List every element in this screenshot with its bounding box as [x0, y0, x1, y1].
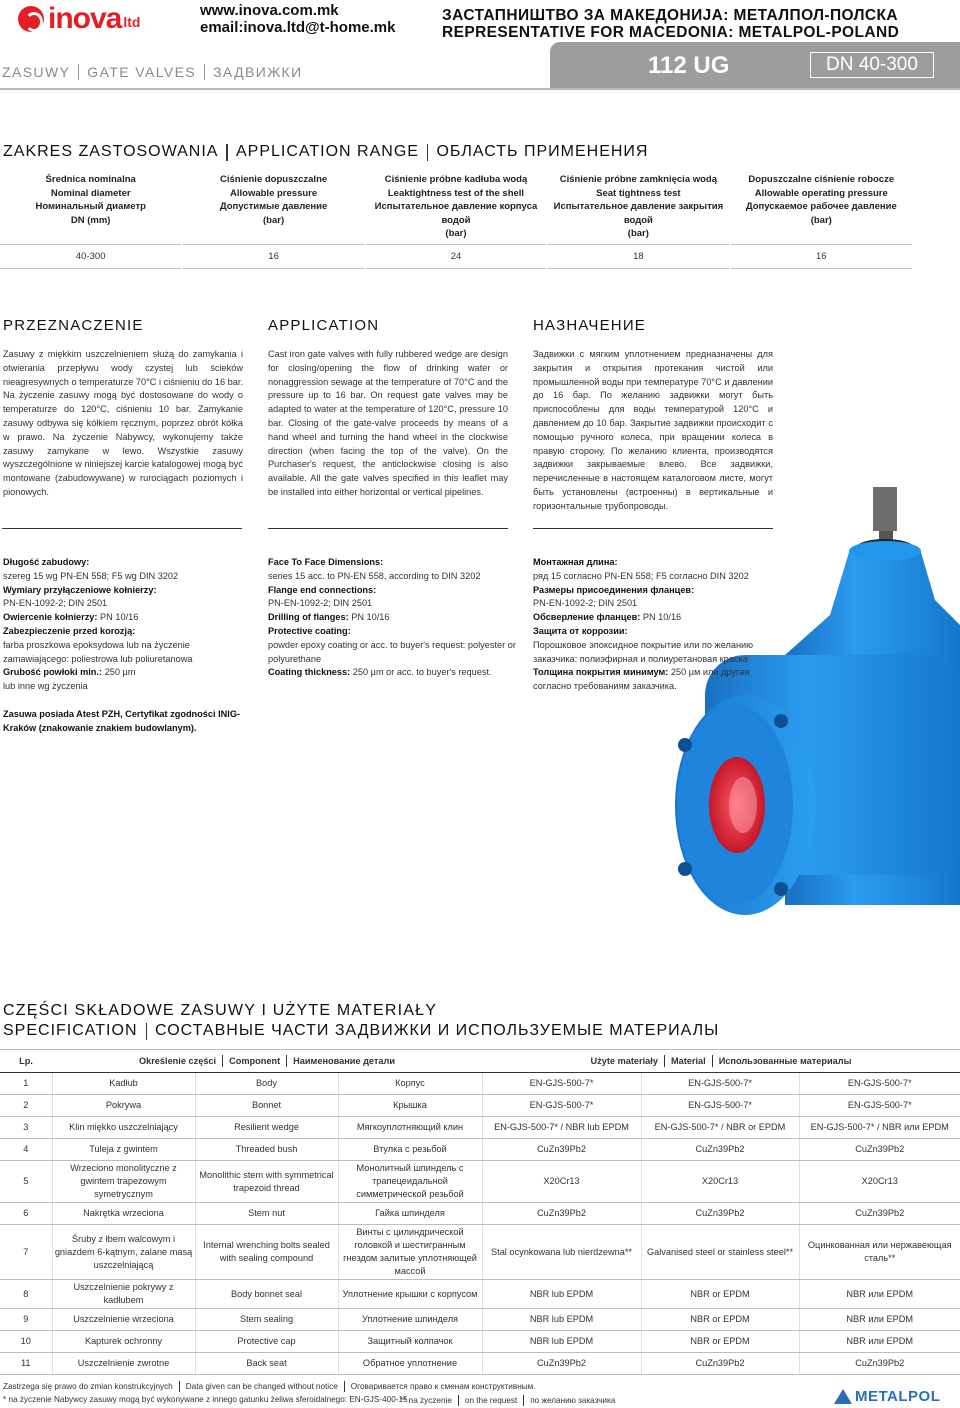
email-link[interactable]: email:inova.ltd@t-home.mk: [200, 19, 396, 36]
components-heading-en: SPECIFICATION: [3, 1022, 138, 1039]
logo-text: inova: [48, 2, 122, 35]
spec-pl-value: lub inne wg życzenia: [3, 681, 88, 692]
range-col-unit: (bar): [263, 214, 285, 226]
component-cell-lp: 5: [0, 1161, 52, 1203]
component-cell-pl: Uszczelnienie zwrotne: [52, 1353, 195, 1375]
bonnet-top: [849, 541, 921, 561]
component-row: [0, 1073, 960, 1095]
component-cell-m2: NBR or EPDM: [641, 1309, 799, 1331]
component-cell-en: Internal wrenching bolts sealed with sealing compound: [195, 1225, 338, 1280]
component-cell-m1: EN-GJS-500-7* / NBR lub EPDM: [482, 1117, 641, 1139]
spec-pl-value: PN-EN-1092-2; DIN 2501: [3, 598, 108, 609]
spec-pl-label: Wymiary przyłączeniowe kołnierzy:: [3, 584, 157, 595]
component-cell-ru: Корпус: [338, 1073, 482, 1095]
range-value-shell-test: 24: [365, 244, 547, 268]
category-tabs: [2, 64, 303, 80]
spec-ru-row: Обсверление фланцев: PN 10/16: [533, 612, 682, 623]
component-cell-m1: CuZn39Pb2: [482, 1203, 641, 1225]
component-cell-pl: Wrzeciono monolityczne z gwintem trapezowym symetrycznym: [52, 1161, 195, 1203]
component-cell-m2: EN-GJS-500-7* / NBR or EPDM: [641, 1117, 799, 1139]
range-col-pressure: [182, 171, 364, 244]
components-table: [0, 1049, 960, 1375]
footer-disclaimer: [3, 1381, 536, 1392]
purpose-pl-text: Zasuwy z miękkim uszczelnieniem służą do zamykania i otwierania przepływu wody czystej lub ścieków nieagresywnych o temperaturze 70°C i ciśnieniu do 16 bar. Na życzenie zasuwy mogą być dostosowane do wody o temperaturze do 120°C, ciśnieniu 10 bar. Zamykanie zasuwy odbywa się kółkiem ręcznym, poprzez obrót kółka w prawo. Na życzenie Nabywcy, wykonujemy także zasuwy zamykane w lewo. Wszystkie zasuwy wyszczególnione w niniejszej karcie katalogowej mogą być montowane (zabudowywane) w rurociągach poziomych i pionowych.: [3, 349, 243, 497]
spec-pl-label: Zabezpieczenie przed korozją:: [3, 625, 136, 636]
components-heading-pl: CZĘŚCI SKŁADOWE ZASUWY I UŻYTE MATERIAŁY: [3, 1002, 438, 1019]
range-col-label: Испытательное давление закрытия водой: [553, 201, 724, 226]
component-cell-lp: 9: [0, 1309, 52, 1331]
range-value-pressure: 16: [182, 244, 364, 268]
range-heading-en: APPLICATION RANGE: [235, 143, 419, 160]
spec-en-value: series 15 acc. to PN-EN 558, according to DIN 3202: [268, 570, 481, 581]
th-component: [52, 1050, 482, 1073]
range-value-operating: 16: [730, 244, 912, 268]
component-cell-ru: Мягкоуплотняющий клин: [338, 1117, 482, 1139]
component-cell-m2: Galvanised steel or stainless steel**: [641, 1225, 799, 1280]
range-col-label: Номинальный диаметр: [35, 201, 146, 212]
bolt-hole: [678, 862, 692, 876]
component-cell-m3: X20Cr13: [799, 1161, 960, 1203]
component-cell-m2: NBR or EPDM: [641, 1280, 799, 1309]
component-cell-m3: NBR или EPDM: [799, 1331, 960, 1353]
range-col-label: Испытательное давление корпуса водой: [374, 201, 538, 226]
heading-separator: [146, 1023, 148, 1040]
component-cell-pl: Nakrętka wrzeciona: [52, 1203, 195, 1225]
component-cell-lp: 1: [0, 1073, 52, 1095]
range-col-label: Допустимые давление: [219, 201, 328, 212]
column-rule: [2, 528, 242, 529]
heading-separator: [226, 144, 228, 161]
component-cell-m2: CuZn39Pb2: [641, 1203, 799, 1225]
component-cell-m1: EN-GJS-500-7*: [482, 1073, 641, 1095]
metalpol-logo: [834, 1386, 954, 1406]
bolt-hole: [678, 738, 692, 752]
component-cell-pl: Uszczelnienie wrzeciona: [52, 1309, 195, 1331]
column-rule: [268, 528, 508, 529]
component-cell-m2: EN-GJS-500-7*: [641, 1073, 799, 1095]
component-row: [0, 1139, 960, 1161]
metalpol-logo-icon: [834, 1388, 852, 1404]
range-heading: [3, 143, 648, 161]
range-col-label: Seat tightness test: [596, 187, 681, 199]
component-cell-ru: Защитный колпачок: [338, 1331, 482, 1353]
component-cell-lp: 10: [0, 1331, 52, 1353]
component-cell-en: Stem nut: [195, 1203, 338, 1225]
th-part-pl: Określenie części: [138, 1056, 217, 1066]
footer-text-pl: Zastrzega się prawo do zmian konstrukcyjnych: [3, 1382, 173, 1391]
component-row: [0, 1161, 960, 1203]
th-material-pl: Użyte materiały: [590, 1056, 658, 1066]
footer-note-ru: по желанию заказчика: [530, 1396, 616, 1405]
contact-block: [200, 2, 396, 36]
range-col-label: Ciśnienie próbne zamknięcia wodą: [559, 174, 718, 185]
component-cell-lp: 2: [0, 1095, 52, 1117]
component-row: [0, 1280, 960, 1309]
spec-en-row: Drilling of flanges: PN 10/16: [268, 612, 390, 623]
bore-highlight: [729, 777, 757, 833]
component-cell-en: Protective cap: [195, 1331, 338, 1353]
range-col-label: Ciśnienie próbne kadłuba wodą: [384, 174, 528, 185]
footer-note-2: [400, 1395, 615, 1406]
component-cell-pl: Śruby z łbem walcowym i gniazdem 6-kątnym, zalane masą uszczelniającą: [52, 1225, 195, 1280]
spec-ru-value: ряд 15 согласно PN-EN 558; F5 согласно DIN 3202: [533, 570, 749, 581]
component-cell-pl: Klin miękko uszczelniający: [52, 1117, 195, 1139]
component-cell-en: Body: [195, 1073, 338, 1095]
spec-pl-value: farba proszkowa epoksydowa lub na życzenie zamawiającego: poliestrowa lub poliuretanowa: [3, 639, 193, 664]
website-link[interactable]: www.inova.com.mk: [200, 2, 339, 19]
specs-ru: [533, 556, 763, 694]
rep-line-en: REPRESENTATIVE FOR MACEDONIA: METALPOL-POLAND: [442, 24, 900, 41]
component-cell-ru: Уплотнение шпинделя: [338, 1309, 482, 1331]
spec-ru-row: Толщина покрытия минимум: 250 µм или другая согласно требованиям заказчика.: [533, 667, 750, 692]
component-cell-ru: Втулка с резьбой: [338, 1139, 482, 1161]
purpose-ru-text: Задвижки с мягким уплотнением предназначены для закрытия и открытия протекания чистой или промышленной воды при температуре 70°C и давлении до 16 бар. По желанию задвижки могут быть приспособлены для воды температурой 120°C и давлением до 10 бар. Закрытие задвижки происходит с помощью ручного колеса, при вращении колеса в правую сторону. По желанию клиента, производятся задвижки закрываемые влево. Все задвижки, перечисленные в настоящем каталоговом листе, могут быть установлены (встроенны) в вертикальные и горизонтальные трубопроводы.: [533, 349, 773, 511]
component-cell-pl: Kadłub: [52, 1073, 195, 1095]
component-cell-lp: 8: [0, 1280, 52, 1309]
tab-zadvizhki: ЗАДВИЖКИ: [213, 64, 303, 80]
component-cell-m3: EN-GJS-500-7* / NBR или EPDM: [799, 1117, 960, 1139]
component-cell-m1: X20Cr13: [482, 1161, 641, 1203]
components-header-row: [0, 1050, 960, 1073]
component-cell-ru: Монолитный шпиндель с трапецеидальной симметрической резьбой: [338, 1161, 482, 1203]
component-cell-m2: X20Cr13: [641, 1161, 799, 1203]
purpose-en-text: Cast iron gate valves with fully rubbered wedge are design for closing/opening the flow of drinking water or nonaggression sewage at the temperature of 70°C and the pressure up to 16 bar. On request gate valves may be adapted to water at the temperature of 120°C, pressure 10 bar. Closing of the gate-valve proceeds by means of a hand wheel and turning the hand wheel in the clockwise direction (when facing the top of the valve). On the Purchaser's request, the anticlockwise closing is also available. All the gate valves specified in this leaflet may be installed into either horizontal or vertical pipelines.: [268, 349, 508, 497]
spec-ru-value: Порошковое эпоксидное покрытие или по желанию заказчика: полиэфирная и полиуретановая краска: [533, 639, 754, 664]
footer-text-en: Data given can be changed without notice: [185, 1382, 338, 1391]
bolt-hole: [774, 714, 788, 728]
components-body: [0, 1073, 960, 1375]
spec-pl-note: Zasuwa posiada Atest PZH, Certyfikat zgodności INIG-Kraków (znakowanie znakiem budowlanym).: [3, 708, 241, 733]
logo-suffix: ltd: [123, 14, 141, 30]
model-number: 112 UG: [648, 52, 730, 79]
purpose-pl: [3, 317, 243, 500]
components-heading-ru: СОСТАВНЫЕ ЧАСТИ ЗАДВИЖКИ И ИСПОЛЬЗУЕМЫЕ МАТЕРИАЛЫ: [155, 1022, 720, 1039]
th-material-ru: Использованные материалы: [718, 1056, 852, 1066]
th-part-ru: Наименование детали: [293, 1056, 396, 1066]
component-cell-lp: 11: [0, 1353, 52, 1375]
spec-ru-label: Размеры присоединения фланцев:: [533, 584, 695, 595]
component-cell-en: Stem sealing: [195, 1309, 338, 1331]
component-row: [0, 1353, 960, 1375]
purpose-pl-title: PRZEZNACZENIE: [3, 317, 144, 334]
range-heading-ru: ОБЛАСТЬ ПРИМЕНЕНИЯ: [436, 143, 649, 160]
component-cell-m3: CuZn39Pb2: [799, 1203, 960, 1225]
range-col-unit: (bar): [810, 214, 832, 226]
inova-logo: [18, 4, 198, 34]
spec-ru-label: Защита от коррозии:: [533, 625, 628, 636]
purpose-en: [268, 317, 508, 500]
th-part-en: Component: [229, 1056, 281, 1066]
component-cell-m2: EN-GJS-500-7*: [641, 1095, 799, 1117]
component-row: [0, 1309, 960, 1331]
component-cell-en: Threaded bush: [195, 1139, 338, 1161]
component-cell-m3: NBR или EPDM: [799, 1309, 960, 1331]
component-cell-pl: Uszczelnienie pokrywy z kadłubem: [52, 1280, 195, 1309]
range-col-label: Leaktightness test of the shell: [387, 187, 525, 199]
spec-pl-value: szereg 15 wg PN-EN 558; F5 wg DIN 3202: [3, 570, 179, 581]
components-heading: [3, 1022, 719, 1040]
spec-en-value: PN-EN-1092-2; DIN 2501: [268, 598, 373, 609]
range-col-unit: DN (mm): [70, 214, 111, 226]
stem-top: [873, 487, 897, 531]
tab-zasuwy: ZASUWY: [2, 64, 71, 80]
tab-gate-valves: GATE VALVES: [87, 64, 197, 80]
component-cell-m3: Оцинкованная или нержавеющая сталь**: [799, 1225, 960, 1280]
range-col-label: Allowable pressure: [230, 187, 318, 199]
component-cell-m1: EN-GJS-500-7*: [482, 1095, 641, 1117]
range-col-label: Nominal diameter: [50, 187, 131, 199]
component-row: [0, 1095, 960, 1117]
component-cell-ru: Винты с цилиндрической головкой и шестигранным гнездом залитые уплотняющей массой: [338, 1225, 482, 1280]
purpose-en-title: APPLICATION: [268, 317, 380, 334]
representative-block: [442, 7, 899, 41]
header-divider: [0, 88, 960, 90]
bolt-hole: [774, 882, 788, 896]
component-cell-ru: Уплотнение крышки с корпусом: [338, 1280, 482, 1309]
footer-note-1: * na życzenie Nabywcy zasuwy mogą być wykonywane z innego gatunku żeliwa sferoidalnego: EN-GJS-400-15: [3, 1395, 408, 1404]
spec-en-label: Flange end connections:: [268, 584, 377, 595]
component-cell-en: Resilient wedge: [195, 1117, 338, 1139]
specs-en: [268, 556, 518, 680]
spec-en-label: Face To Face Dimensions:: [268, 557, 384, 567]
range-col-unit: (bar): [627, 228, 649, 239]
component-cell-m1: NBR lub EPDM: [482, 1280, 641, 1309]
range-col-label: Średnica nominalna: [45, 174, 136, 185]
footer-note-pl: ** na życzenie: [400, 1396, 452, 1405]
component-cell-en: Bonnet: [195, 1095, 338, 1117]
component-cell-ru: Крышка: [338, 1095, 482, 1117]
range-value-seat-test: 18: [547, 244, 729, 268]
range-col-label: Ciśnienie dopuszczalne: [220, 174, 328, 185]
spec-ru-label: Монтажная длина:: [533, 557, 618, 567]
spec-pl-row: Owiercenie kołnierzy: PN 10/16: [3, 612, 139, 623]
spec-pl-label: Długość zabudowy:: [3, 557, 90, 567]
component-row: [0, 1225, 960, 1280]
range-col-shell-test: [365, 171, 547, 244]
component-cell-lp: 6: [0, 1203, 52, 1225]
application-range-table: [0, 171, 912, 269]
spec-en-value: powder epoxy coating or acc. to buyer's request: polyester or polyurethane: [268, 639, 516, 664]
range-value-row: [0, 244, 912, 268]
component-cell-en: Monolithic stem with symmetrical trapezoid thread: [195, 1161, 338, 1203]
range-col-operating: [730, 171, 912, 244]
spec-en-row: Coating thickness: 250 µm or acc. to buyer's request.: [268, 667, 492, 678]
spec-ru-value: PN-EN-1092-2; DIN 2501: [533, 598, 638, 609]
range-col-dn: [0, 171, 182, 244]
component-cell-m1: NBR lub EPDM: [482, 1331, 641, 1353]
component-cell-m3: EN-GJS-500-7*: [799, 1073, 960, 1095]
heading-separator: [427, 144, 429, 161]
range-col-unit: (bar): [445, 228, 467, 239]
component-cell-pl: Kapturek ochronny: [52, 1331, 195, 1353]
component-row: [0, 1117, 960, 1139]
footer-note-en: on the request: [464, 1396, 518, 1405]
component-cell-m1: Stal ocynkowana lub nierdzewna**: [482, 1225, 641, 1280]
range-header-row: [0, 171, 912, 244]
component-cell-m1: CuZn39Pb2: [482, 1353, 641, 1375]
specs-pl: [3, 556, 253, 736]
th-material: [482, 1050, 960, 1073]
component-cell-pl: Pokrywa: [52, 1095, 195, 1117]
component-cell-m3: EN-GJS-500-7*: [799, 1095, 960, 1117]
footer-text-ru: Оговаривается право к сменам конструктивным.: [350, 1382, 536, 1391]
component-cell-m2: NBR or EPDM: [641, 1331, 799, 1353]
component-row: [0, 1203, 960, 1225]
tab-separator: [78, 64, 79, 80]
inova-logo-icon: [18, 6, 44, 32]
rep-line-mk: ЗАСТАПНИШТВО ЗА МАКЕДОНИЈА: МЕТАЛПОЛ-ПОЛСКА: [442, 7, 898, 24]
tab-separator: [204, 64, 205, 80]
component-cell-m3: NBR или EPDM: [799, 1280, 960, 1309]
range-col-label: Allowable operating pressure: [754, 187, 888, 199]
range-col-label: Допускаемое рабочее давление: [745, 201, 897, 212]
component-cell-pl: Tuleja z gwintem: [52, 1139, 195, 1161]
spec-pl-row: Grubość powłoki min.: 250 µm: [3, 667, 136, 678]
component-cell-m1: NBR lub EPDM: [482, 1309, 641, 1331]
th-lp: Lp.: [0, 1050, 52, 1073]
range-heading-pl: ZAKRES ZASTOSOWANIA: [3, 143, 219, 160]
metalpol-text: METALPOL: [855, 1387, 941, 1405]
component-cell-lp: 7: [0, 1225, 52, 1280]
component-cell-en: Back seat: [195, 1353, 338, 1375]
component-cell-ru: Обратное уплотнение: [338, 1353, 482, 1375]
component-row: [0, 1331, 960, 1353]
component-cell-m3: CuZn39Pb2: [799, 1139, 960, 1161]
component-cell-m1: CuZn39Pb2: [482, 1139, 641, 1161]
th-material-en: Material: [670, 1056, 706, 1066]
purpose-ru-title: НАЗНАЧЕНИЕ: [533, 317, 647, 334]
range-value-dn: 40-300: [0, 244, 182, 268]
range-col-seat-test: [547, 171, 729, 244]
dn-range-badge: DN 40-300: [810, 52, 934, 78]
spec-en-label: Protective coating:: [268, 625, 351, 636]
component-cell-m3: CuZn39Pb2: [799, 1353, 960, 1375]
component-cell-lp: 4: [0, 1139, 52, 1161]
component-cell-lp: 3: [0, 1117, 52, 1139]
range-col-label: Dopuszczalne ciśnienie robocze: [748, 174, 895, 185]
component-cell-m2: CuZn39Pb2: [641, 1353, 799, 1375]
component-cell-ru: Гайка шпинделя: [338, 1203, 482, 1225]
component-cell-en: Body bonnet seal: [195, 1280, 338, 1309]
component-cell-m2: CuZn39Pb2: [641, 1139, 799, 1161]
